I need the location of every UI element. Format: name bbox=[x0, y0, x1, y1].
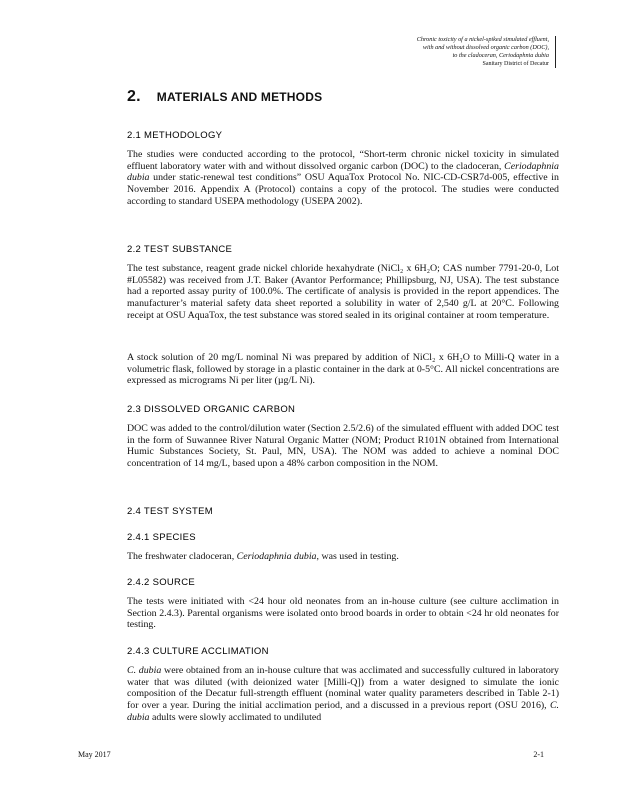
section-2-3-paragraph: DOC was added to the control/dilution water (Section 2.5/2.6) of the simulated effluent with added DOC test in the form of Suwannee River Natural Organic Matter (NOM; Product R101N obtained from International Humic Substances Society, St. Paul, MN, USA). The NOM was added to achieve a nominal DOC concentration of 14 mg/L, based upon a 48% carbon composition in the NOM. bbox=[127, 423, 559, 470]
chapter-heading bbox=[127, 88, 322, 106]
section-2-2-paragraph-1: The test substance, reagent grade nickel chloride hexahydrate (NiCl₂ x 6H₂O; CAS number 7791-20-0, Lot #L05582) was received from J.T. Baker (Avantor Performance; Phillipsburg, NJ, USA). The test substance had a reported assay purity of 100.0%. The certificate of analysis is provided in the report appendices. The manufacturer’s material safety data sheet reported a solubility in water of 2,540 g/L at 20°C. Following receipt at OSU AquaTox, the test substance was stored sealed in its original container at room temperature. bbox=[127, 263, 559, 321]
section-2-4-2-paragraph: The tests were initiated with <24 hour old neonates from an in-house culture (see culture acclimation in Section 2.4.3). Parental organisms were isolated onto brood boards in order to obtain <24 hr old neonates for testing. bbox=[127, 596, 559, 631]
section-2-3-heading: 2.3 DISSOLVED ORGANIC CARBON bbox=[127, 404, 296, 415]
section-2-4-heading: 2.4 TEST SYSTEM bbox=[127, 506, 213, 517]
section-2-4-1-paragraph bbox=[127, 551, 559, 563]
header-line-2: with and without dissolved organic carbon (DOC), bbox=[422, 44, 549, 51]
section-2-4-3-paragraph bbox=[127, 665, 559, 724]
section-2-4-3-heading: 2.4.3 CULTURE ACCLIMATION bbox=[127, 646, 269, 657]
paragraph-text: under static-renewal test conditions” OSU AquaTox Protocol No. NIC-CD-CSR7d-005, effective in November 2016. Appendix A (Protocol) contains a copy of the protocol. The studies were conducted according to standard USEPA methodology (USEPA 2002). bbox=[127, 172, 559, 207]
section-2-2-paragraph-2: A stock solution of 20 mg/L nominal Ni was prepared by addition of NiCl₂ x 6H₂O to Milli-Q water in a volumetric flask, followed by storage in a plastic container in the dark at 0-5°C. All nickel concentrations are expressed as micrograms Ni per liter (µg/L Ni). bbox=[127, 352, 559, 387]
chapter-title: MATERIALS AND METHODS bbox=[156, 90, 323, 104]
species-name: Ceriodaphnia dubia bbox=[236, 551, 317, 562]
section-2-4-1-heading: 2.4.1 SPECIES bbox=[127, 532, 196, 543]
paragraph-text: , was used in testing. bbox=[316, 551, 399, 562]
species-name: Ceriodaphnia dubia bbox=[127, 160, 559, 184]
section-2-1-paragraph bbox=[127, 149, 559, 208]
species-name: C. dubia bbox=[127, 665, 162, 676]
header-line-3: to the cladoceran, Ceriodaphnia dubia bbox=[452, 52, 549, 59]
paragraph-text: were obtained from an in-house culture that was acclimated and successfully cultured in laboratory water that was diluted (with deionized water [Milli-Q]) from a water designed to simulate the ionic composition of the Decatur full-strength effluent (nominal water quality parameters described in Table 2-1) for over a year. During the initial acclimation period, and a discussed in a previous report (OSU 2016), bbox=[127, 665, 559, 712]
section-2-4-2-heading: 2.4.2 SOURCE bbox=[127, 577, 196, 588]
header-line-1: Chronic toxicity of a nickel-spiked simulated effluent, bbox=[416, 36, 549, 43]
section-2-1-heading: 2.1 METHODOLOGY bbox=[127, 130, 223, 141]
header-organization: Sanitary District of Decatur bbox=[482, 61, 549, 67]
species-name: C. dubia bbox=[127, 700, 559, 723]
footer-page-number: 2-1 bbox=[533, 750, 544, 759]
paragraph-text: adults were slowly acclimated to undiluted bbox=[149, 711, 322, 723]
chapter-number: 2. bbox=[127, 88, 141, 105]
running-header bbox=[309, 36, 556, 68]
footer-date: May 2017 bbox=[78, 750, 111, 759]
section-2-2-heading: 2.2 TEST SUBSTANCE bbox=[127, 244, 233, 255]
paragraph-text: The studies were conducted according to the protocol, “Short-term chronic nickel toxicity in simulated effluent laboratory water with and without dissolved organic carbon (DOC) to the cladoceran, bbox=[127, 149, 559, 172]
paragraph-text: The freshwater cladoceran, bbox=[127, 551, 237, 562]
